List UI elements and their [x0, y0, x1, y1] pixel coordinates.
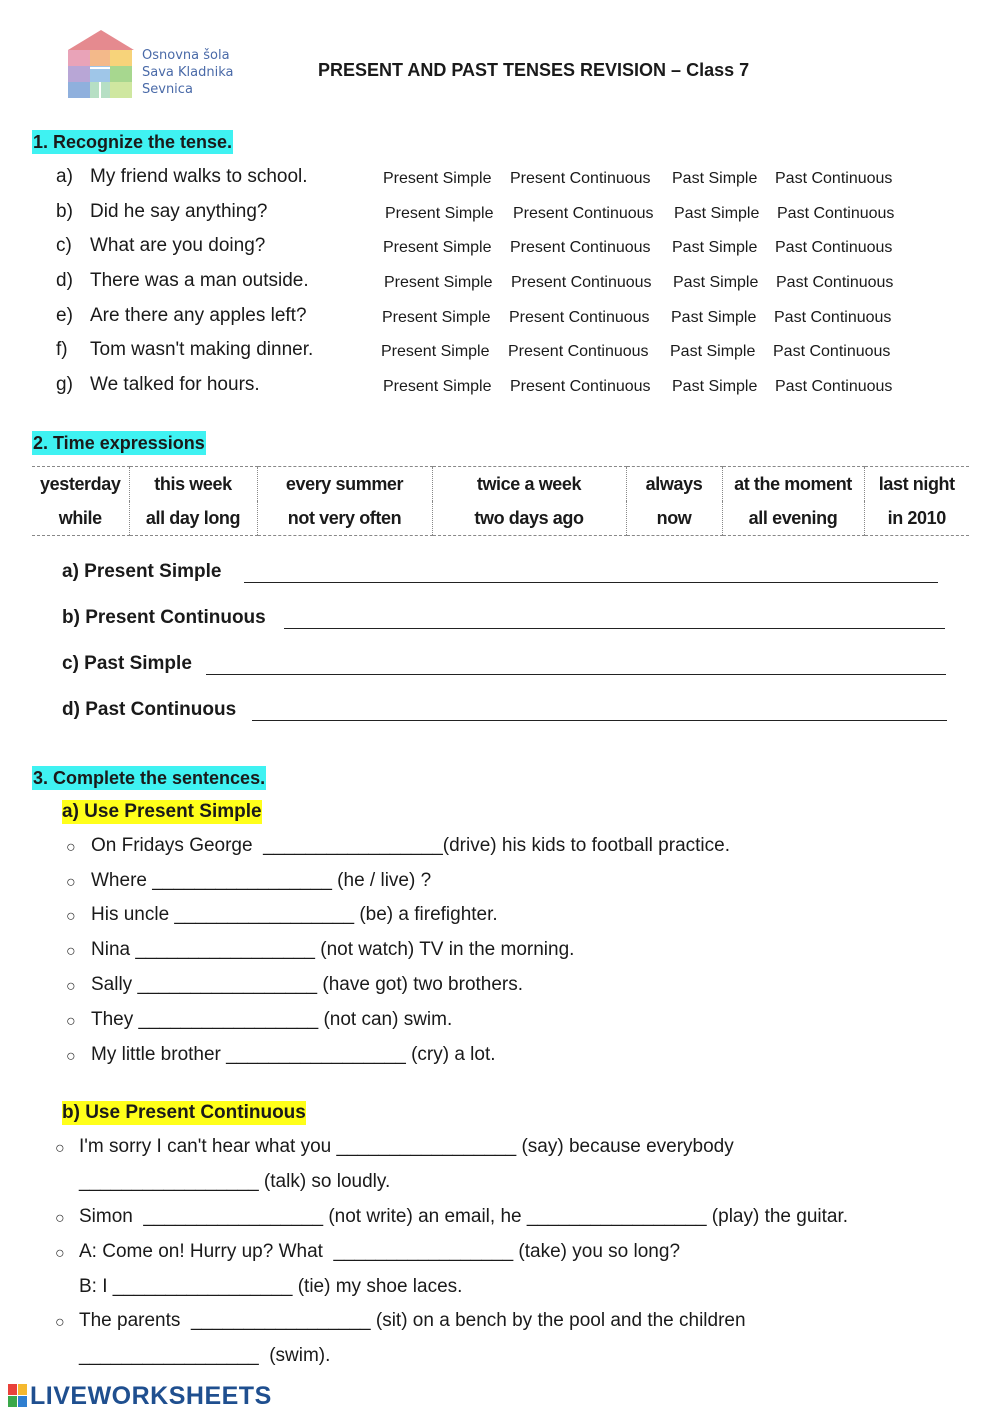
time-expression: this week: [129, 467, 257, 502]
bullet-icon: ○: [66, 839, 76, 856]
time-expression: two days ago: [432, 501, 626, 536]
sentence-text: (play) the guitar.: [706, 1206, 849, 1227]
sentence-text: Sally: [91, 974, 138, 995]
answer-blank[interactable]: _________________: [190, 1310, 371, 1331]
bullet-icon: ○: [66, 1013, 76, 1030]
school-name-line: Sava Kladnika: [142, 65, 234, 80]
tense-option[interactable]: Past Continuous: [773, 343, 891, 360]
answer-blank[interactable]: _________________: [79, 1345, 259, 1366]
answer-blank[interactable]: _________________: [336, 1136, 517, 1157]
answer-line[interactable]: [252, 720, 947, 721]
tense-option[interactable]: Past Continuous: [775, 378, 893, 395]
sentence-line: [79, 1345, 330, 1367]
answer-blank[interactable]: _________________: [112, 1276, 293, 1297]
bullet-icon: ○: [55, 1245, 65, 1262]
subsection-a-heading: a) Use Present Simple: [62, 801, 262, 822]
time-expression: yesterday: [32, 467, 129, 502]
sentence-line: [79, 1206, 848, 1228]
section-2-heading: 2. Time expressions: [33, 433, 205, 453]
sentence-text: I'm sorry I can't hear what you: [79, 1136, 337, 1157]
tense-option[interactable]: Present Continuous: [509, 309, 650, 326]
time-expression: all day long: [129, 501, 257, 536]
item-letter: g): [56, 374, 73, 395]
footer-brand: LIVEWORKSHEETS: [30, 1382, 272, 1410]
tense-option[interactable]: Past Simple: [672, 378, 758, 395]
item-sentence: What are you doing?: [90, 235, 266, 256]
sentence-text: (be) a firefighter.: [354, 904, 498, 925]
item-sentence: We talked for hours.: [90, 374, 260, 395]
bullet-icon: ○: [55, 1140, 65, 1157]
answer-blank[interactable]: _________________: [333, 1241, 514, 1262]
answer-line[interactable]: [244, 582, 938, 583]
item-letter: e): [56, 305, 73, 326]
item-letter: d): [56, 270, 73, 291]
section-1-heading: 1. Recognize the tense.: [33, 132, 233, 152]
sentence-text: (tie) my shoe laces.: [292, 1276, 463, 1297]
tense-option[interactable]: Present Continuous: [511, 274, 652, 291]
sentence-text: (not can) swim.: [318, 1009, 453, 1030]
tense-option[interactable]: Present Simple: [383, 170, 492, 187]
tense-option[interactable]: Present Continuous: [510, 170, 651, 187]
time-expression: last night: [864, 467, 969, 502]
tense-option[interactable]: Past Simple: [673, 274, 759, 291]
bullet-icon: ○: [66, 978, 76, 995]
item-sentence: Did he say anything?: [90, 201, 268, 222]
sentence-text: They: [91, 1009, 139, 1030]
sentence-text: (have got) two brothers.: [317, 974, 524, 995]
sentence-text: Nina: [91, 939, 136, 960]
time-expression: always: [626, 467, 722, 502]
answer-blank[interactable]: _________________: [526, 1206, 707, 1227]
school-name-line: Sevnica: [142, 82, 193, 97]
time-expression: all evening: [722, 501, 864, 536]
answer-blank[interactable]: _________________: [135, 939, 315, 960]
answer-line[interactable]: [206, 674, 946, 675]
bullet-icon: ○: [66, 908, 76, 925]
sentence-text: (drive) his kids to football practice.: [442, 835, 730, 856]
sentence-text: His uncle: [91, 904, 175, 925]
time-expression: every summer: [257, 467, 432, 502]
answer-blank[interactable]: _________________: [174, 904, 355, 925]
tense-option[interactable]: Present Continuous: [510, 239, 651, 256]
time-expression: twice a week: [432, 467, 626, 502]
sentence-text: The parents: [79, 1310, 191, 1331]
sentence-line: [79, 1171, 390, 1193]
tense-option[interactable]: Present Simple: [384, 274, 493, 291]
time-expression: in 2010: [864, 501, 969, 536]
tense-option[interactable]: Past Continuous: [776, 274, 894, 291]
tense-category-label: c) Past Simple: [62, 653, 192, 674]
tense-option[interactable]: Past Simple: [674, 205, 760, 222]
sentence-text: Simon: [79, 1206, 144, 1227]
tense-option[interactable]: Present Continuous: [508, 343, 649, 360]
answer-blank[interactable]: _________________: [138, 1009, 319, 1030]
bullet-icon: ○: [55, 1314, 65, 1331]
school-name-line: Osnovna šola: [142, 48, 230, 63]
answer-blank[interactable]: _________________: [152, 870, 332, 891]
time-expression: at the moment: [722, 467, 864, 502]
item-sentence: My friend walks to school.: [90, 166, 308, 187]
tense-option[interactable]: Present Simple: [382, 309, 491, 326]
sentence-text: B: I: [79, 1276, 113, 1297]
tense-option[interactable]: Past Continuous: [775, 170, 893, 187]
sentence-text: A: Come on! Hurry up? What: [79, 1241, 334, 1262]
tense-option[interactable]: Past Simple: [670, 343, 756, 360]
tense-option[interactable]: Past Continuous: [777, 205, 895, 222]
sentence-line: [79, 1276, 462, 1298]
answer-line[interactable]: [284, 628, 945, 629]
item-letter: c): [56, 235, 72, 256]
answer-blank[interactable]: _________________: [226, 1044, 406, 1065]
tense-option[interactable]: Present Continuous: [510, 378, 651, 395]
sentence-line: [91, 939, 574, 961]
sentence-text: (take) you so long?: [513, 1241, 681, 1262]
sentence-line: [91, 1044, 496, 1066]
sentence-text: Where: [91, 870, 153, 891]
sentence-text: My little brother: [91, 1044, 227, 1065]
tense-category-label: d) Past Continuous: [62, 699, 237, 720]
item-sentence: Are there any apples left?: [90, 305, 307, 326]
tense-option[interactable]: Past Continuous: [775, 239, 893, 256]
tense-option[interactable]: Present Simple: [381, 343, 490, 360]
sentence-line: [91, 835, 730, 857]
item-letter: a): [56, 166, 73, 187]
tense-option[interactable]: Present Simple: [385, 205, 494, 222]
tense-option[interactable]: Present Simple: [383, 239, 492, 256]
tense-option[interactable]: Past Simple: [672, 239, 758, 256]
sentence-line: [79, 1241, 680, 1263]
tense-option[interactable]: Past Simple: [671, 309, 757, 326]
sentence-text: (sit) on a bench by the pool and the children: [370, 1310, 746, 1331]
item-letter: b): [56, 201, 73, 222]
time-expression: now: [626, 501, 722, 536]
time-expression: not very often: [257, 501, 432, 536]
sentence-line: [91, 904, 498, 926]
tense-option[interactable]: Present Continuous: [513, 205, 654, 222]
sentence-line: [79, 1310, 746, 1332]
sentence-text: (swim).: [258, 1345, 331, 1366]
answer-blank[interactable]: _________________: [263, 835, 443, 856]
bullet-icon: ○: [55, 1210, 65, 1227]
tense-category-label: a) Present Simple: [62, 561, 222, 582]
tense-category-label: b) Present Continuous: [62, 607, 266, 628]
subsection-b-heading: b) Use Present Continuous: [62, 1102, 306, 1123]
sentence-text: (cry) a lot.: [405, 1044, 496, 1065]
answer-blank[interactable]: _________________: [137, 974, 318, 995]
tense-option[interactable]: Present Simple: [383, 378, 492, 395]
sentence-text: (not write) an email, he: [323, 1206, 527, 1227]
sentence-line: [79, 1136, 734, 1158]
answer-blank[interactable]: _________________: [143, 1206, 324, 1227]
sentence-line: [91, 974, 523, 996]
time-expression: while: [32, 501, 129, 536]
bullet-icon: ○: [66, 943, 76, 960]
section-3-heading: 3. Complete the sentences.: [33, 768, 266, 788]
time-expressions-table: [32, 466, 969, 536]
tense-option[interactable]: Past Continuous: [774, 309, 892, 326]
sentence-line: [91, 1009, 452, 1031]
tense-option[interactable]: Past Simple: [672, 170, 758, 187]
sentence-text: (say) because everybody: [516, 1136, 734, 1157]
sentence-text: On Fridays George: [91, 835, 264, 856]
item-letter: f): [56, 339, 68, 360]
bullet-icon: ○: [66, 1048, 76, 1065]
worksheet-title: PRESENT AND PAST TENSES REVISION – Class 7: [318, 60, 750, 80]
sentence-line: [91, 870, 431, 892]
school-logo: [66, 28, 236, 100]
bullet-icon: ○: [66, 874, 76, 891]
answer-blank[interactable]: _________________: [79, 1171, 259, 1192]
item-sentence: There was a man outside.: [90, 270, 309, 291]
house-logo-icon: [66, 28, 136, 100]
liveworksheets-logo-icon: [8, 1384, 28, 1408]
item-sentence: Tom wasn't making dinner.: [90, 339, 314, 360]
sentence-text: (he / live) ?: [331, 870, 432, 891]
sentence-text: (not watch) TV in the morning.: [315, 939, 575, 960]
sentence-text: (talk) so loudly.: [258, 1171, 391, 1192]
